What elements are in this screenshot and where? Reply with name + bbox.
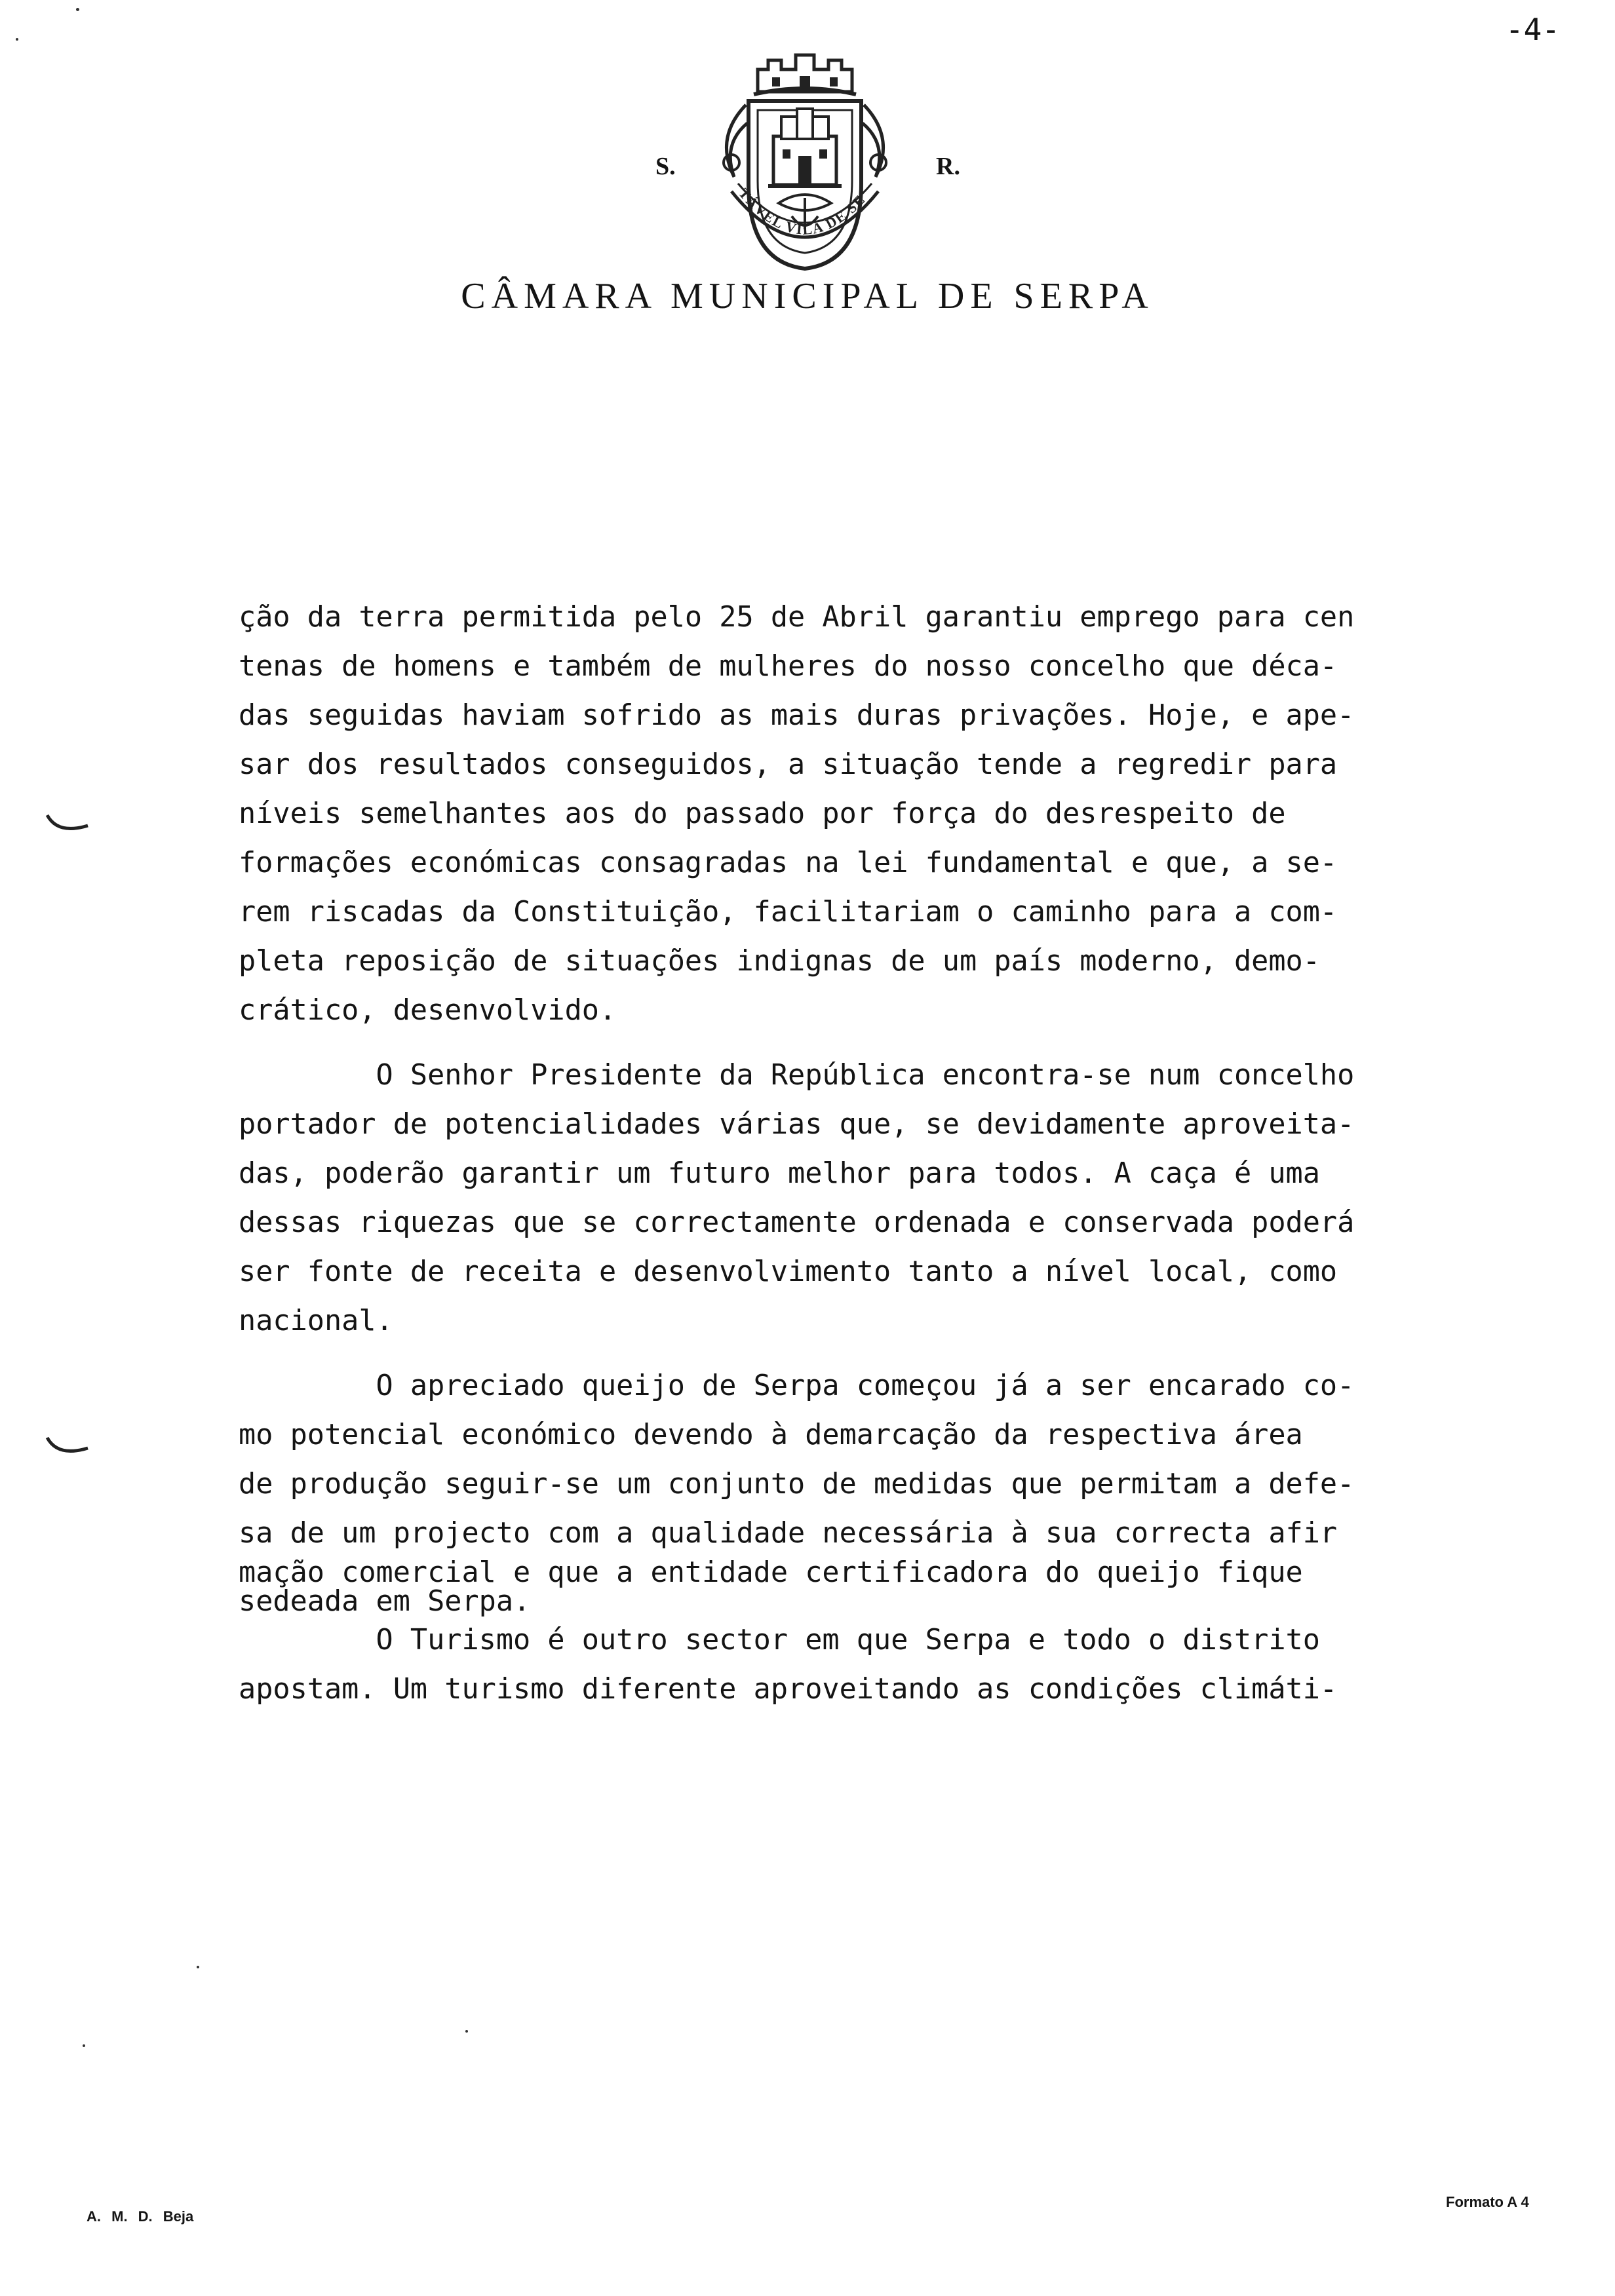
text-line: O apreciado queijo de Serpa começou já a ser encarado co- xyxy=(239,1369,1355,1402)
text-line: das, poderão garantir um futuro melhor para todos. A caça é uma xyxy=(239,1157,1320,1190)
institution-name: CÂMARA MUNICIPAL DE SERPA xyxy=(461,276,1154,316)
text-line: sedeada em Serpa. xyxy=(239,1585,531,1618)
text-line: ção da terra permitida pelo 25 de Abril garantiu emprego para cen xyxy=(239,601,1355,634)
margin-mark-icon xyxy=(45,811,90,837)
crest-letter-left: S. xyxy=(655,153,676,180)
paragraph xyxy=(239,1362,1504,1714)
scan-speck xyxy=(76,8,79,11)
text-line: crático, desenvolvido. xyxy=(239,994,617,1027)
text-line: pleta reposição de situações indignas de um país moderno, demo- xyxy=(239,945,1320,978)
text-line: níveis semelhantes aos do passado por força do desrespeito de xyxy=(239,797,1286,830)
letter-body xyxy=(239,593,1504,1714)
scan-speck xyxy=(465,2030,468,2033)
crest-letter-right: R. xyxy=(936,153,960,180)
text-line: O Senhor Presidente da República encontra-se num concelho xyxy=(239,1059,1355,1092)
text-line: mo potencial económico devendo à demarcação da respectiva área xyxy=(239,1419,1303,1451)
text-line: dessas riquezas que se correctamente ordenada e conservada poderá xyxy=(239,1206,1355,1239)
paragraph xyxy=(239,1051,1504,1346)
text-line: formações económicas consagradas na lei fundamental e que, a se- xyxy=(239,847,1338,879)
footer-format-mark: Formato A 4 xyxy=(1446,2194,1529,2210)
text-line: mação comercial e que a entidade certificadora do queijo fique xyxy=(239,1556,1303,1589)
page-number: -4- xyxy=(1505,12,1560,47)
text-line: ser fonte de receita e desenvolvimento tanto a nível local, como xyxy=(239,1255,1338,1288)
text-line: O Turismo é outro sector em que Serpa e todo o distrito xyxy=(239,1624,1320,1656)
text-line: rem riscadas da Constituição, facilitariam o caminho para a com- xyxy=(239,896,1338,928)
text-line: das seguidas haviam sofrido as mais duras privações. Hoje, e ape- xyxy=(239,699,1355,732)
crest-motto: TÁVEL VILA DE SE xyxy=(735,185,869,238)
text-line: sar dos resultados conseguidos, a situação tende a regredir para xyxy=(239,748,1338,781)
text-line: sa de um projecto com a qualidade necessária à sua correcta afir xyxy=(239,1517,1338,1550)
scan-speck xyxy=(197,1966,199,1968)
paragraph xyxy=(239,593,1504,1035)
text-line: de produção seguir-se um conjunto de medidas que permitam a defe- xyxy=(239,1468,1355,1501)
scan-speck xyxy=(83,2044,85,2047)
coat-of-arms-icon xyxy=(700,46,910,282)
text-line: portador de potencialidades várias que, se devidamente aproveita- xyxy=(239,1108,1355,1141)
text-line: tenas de homens e também de mulheres do nosso concelho que déca- xyxy=(239,650,1338,683)
text-line: nacional. xyxy=(239,1305,393,1337)
margin-mark-icon xyxy=(45,1434,90,1460)
footer-left-mark: A. M. D. Beja xyxy=(87,2208,194,2225)
text-line: apostam. Um turismo diferente aproveitando as condições climáti- xyxy=(239,1673,1338,1706)
scan-speck xyxy=(16,38,18,41)
